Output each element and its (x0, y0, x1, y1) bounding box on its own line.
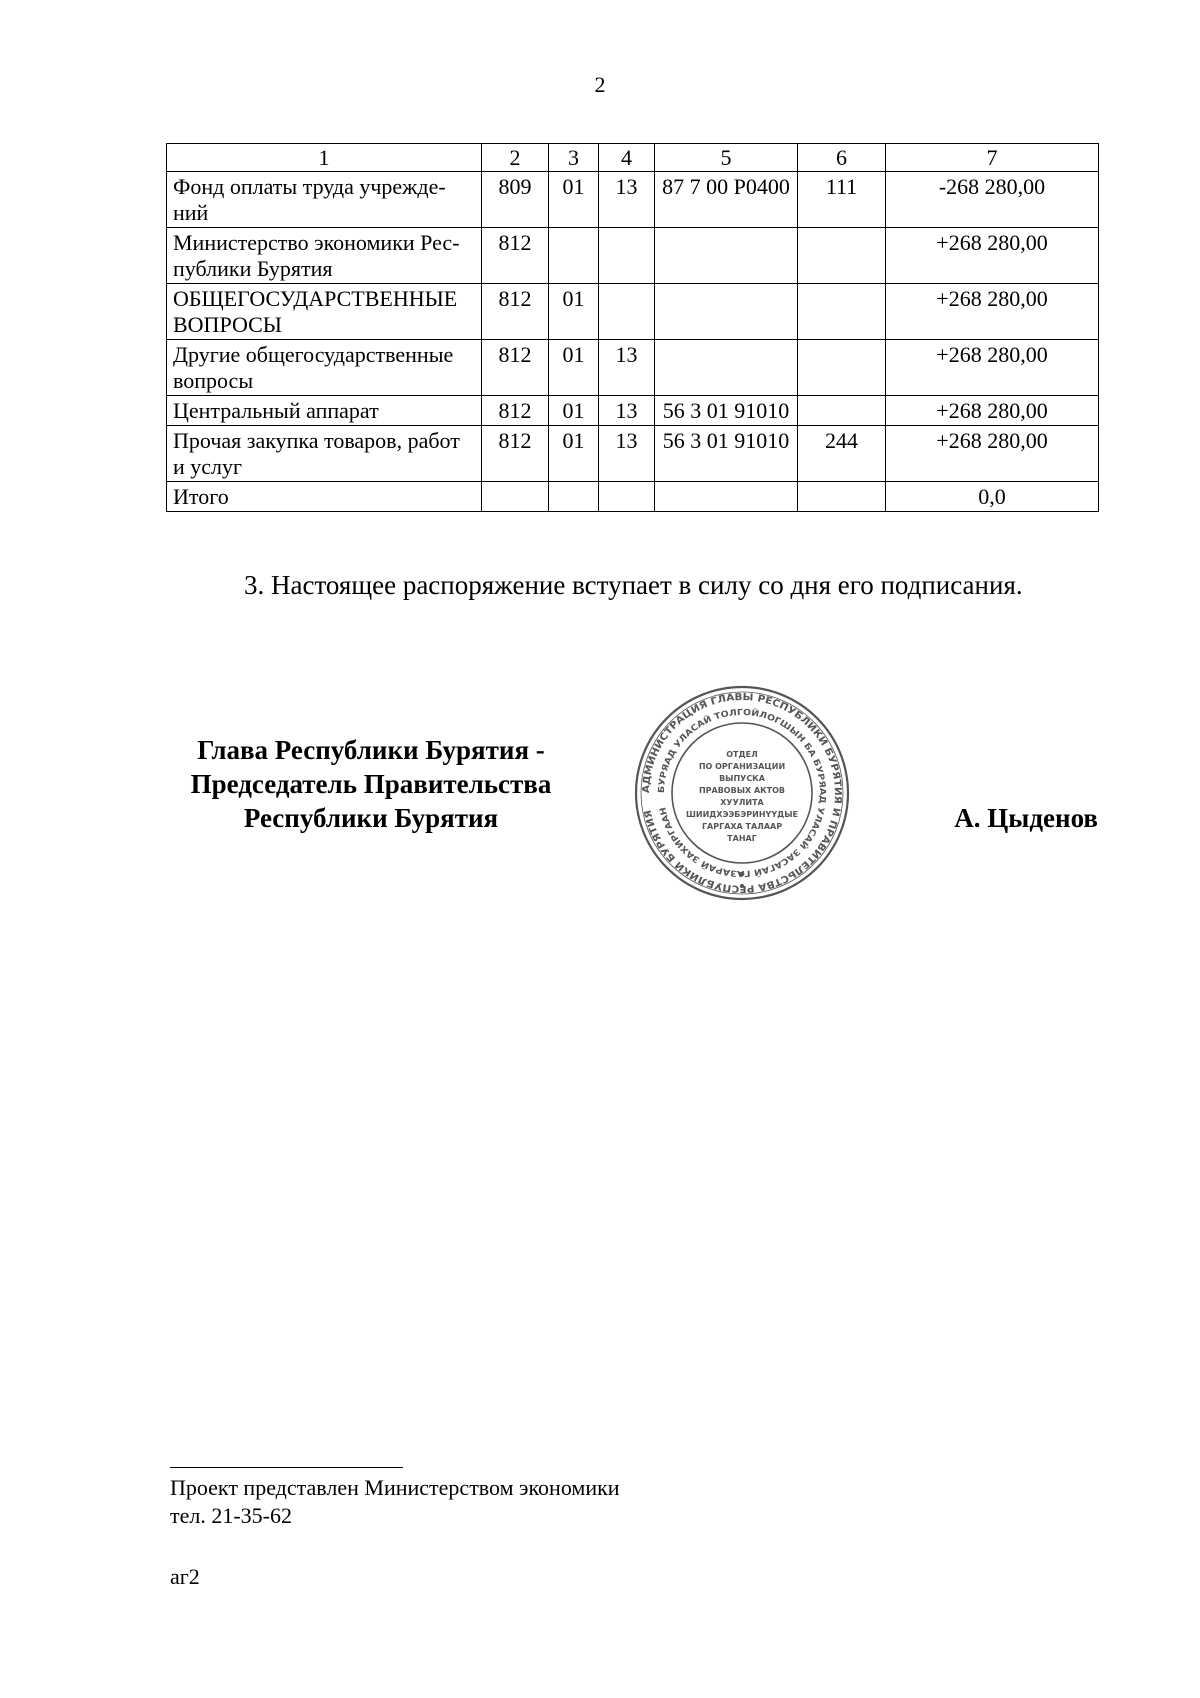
cell-department (482, 482, 549, 512)
cell-target-article: 87 7 00 P0400 (655, 172, 798, 228)
row-name: Другие общегосударственные вопросы (167, 340, 482, 396)
cell-target-article (655, 284, 798, 340)
cell-amount: +268 280,00 (886, 284, 1099, 340)
seal-star-icon (740, 872, 745, 877)
cell-expense-type (798, 340, 886, 396)
table-row (167, 284, 1099, 340)
column-header: 6 (798, 144, 886, 172)
seal-star-icon (740, 884, 744, 888)
cell-section: 01 (549, 396, 599, 426)
cell-amount: +268 280,00 (886, 340, 1099, 396)
cell-target-article: 56 3 01 91010 (655, 426, 798, 482)
column-header: 7 (886, 144, 1099, 172)
seal-center-line: ХУУЛИТА (720, 798, 764, 807)
cell-amount: -268 280,00 (886, 172, 1099, 228)
cell-subsection: 13 (599, 340, 655, 396)
cell-section: 01 (549, 340, 599, 396)
signer-title-line: Республики Бурятия (243, 803, 499, 833)
cell-subsection (599, 284, 655, 340)
cell-expense-type (798, 482, 886, 512)
cell-target-article (655, 482, 798, 512)
cell-section (549, 228, 599, 284)
seal-center-line: ПРАВОВЫХ АКТОВ (698, 786, 786, 795)
cell-subsection: 13 (599, 396, 655, 426)
row-name: Прочая закупка товаров, работ и услуг (167, 426, 482, 482)
signer-title-line: Глава Республики Бурятия - (197, 735, 545, 765)
cell-target-article (655, 340, 798, 396)
cell-section: 01 (549, 426, 599, 482)
official-seal (632, 683, 852, 903)
signer-title-line: Председатель Правительства (190, 769, 552, 799)
table-total-row (167, 482, 1099, 512)
cell-amount: +268 280,00 (886, 228, 1099, 284)
cell-amount: +268 280,00 (886, 426, 1099, 482)
cell-department: 812 (482, 396, 549, 426)
page-number: 2 (594, 72, 606, 97)
cell-section: 01 (549, 172, 599, 228)
cell-department: 812 (482, 284, 549, 340)
cell-department: 812 (482, 228, 549, 284)
row-name: Фонд оплаты труда учрежде-ний (167, 172, 482, 228)
budget-table (166, 143, 1099, 512)
footer-line: тел. 21-35-62 (170, 1503, 293, 1528)
cell-department: 809 (482, 172, 549, 228)
document-code: аг2 (170, 1564, 200, 1589)
table-row (167, 228, 1099, 284)
seal-center-line: ГАРГАХА ТАЛААР (701, 822, 783, 831)
cell-expense-type (798, 396, 886, 426)
cell-expense-type: 244 (798, 426, 886, 482)
cell-section: 01 (549, 284, 599, 340)
row-name: Центральный аппарат (167, 396, 482, 426)
cell-amount: +268 280,00 (886, 396, 1099, 426)
cell-subsection (599, 482, 655, 512)
column-header: 2 (482, 144, 549, 172)
seal-center-line: ТАНАГ (727, 834, 757, 843)
cell-expense-type (798, 284, 886, 340)
seal-center-line: ПО ОРГАНИЗАЦИИ (698, 762, 786, 771)
column-header: 1 (167, 144, 482, 172)
footer-divider (170, 1467, 403, 1468)
cell-expense-type (798, 228, 886, 284)
table-row (167, 172, 1099, 228)
column-header: 4 (599, 144, 655, 172)
cell-target-article: 56 3 01 91010 (655, 396, 798, 426)
cell-subsection: 13 (599, 172, 655, 228)
table-row (167, 426, 1099, 482)
column-header: 5 (655, 144, 798, 172)
footer-note (170, 1474, 620, 1530)
footer-line: Проект представлен Министерством экономики (170, 1475, 620, 1500)
cell-department: 812 (482, 426, 549, 482)
signer-title (166, 733, 576, 835)
cell-subsection (599, 228, 655, 284)
seal-center-line: ВЫПУСКА (719, 774, 765, 783)
row-name: Итого (167, 482, 482, 512)
cell-section (549, 482, 599, 512)
table-header-row (167, 144, 1099, 172)
row-name: ОБЩЕГОСУДАРСТВЕННЫЕ ВОПРОСЫ (167, 284, 482, 340)
cell-department: 812 (482, 340, 549, 396)
cell-expense-type: 111 (798, 172, 886, 228)
cell-subsection: 13 (599, 426, 655, 482)
cell-amount: 0,0 (886, 482, 1099, 512)
seal-center-line: ШИИДХЭЭБЭРИНҮҮДЫЕ (686, 810, 798, 819)
cell-target-article (655, 228, 798, 284)
row-name: Министерство экономики Рес-публики Бурятия (167, 228, 482, 284)
table-row (167, 396, 1099, 426)
table-row (167, 340, 1099, 396)
seal-inner-ring-text: БУРЯАД УЛАСАЙ ТОЛГОЙЛОГШЫН БА БУРЯАД УЛАСАЙ ЗАСАГАЙ Г ЗАРАЙ ЗАХИРГААН (655, 706, 829, 879)
clause-text: 3. Настоящее распоряжение вступает в силу со дня его подписания. (244, 570, 1023, 600)
signee-name: А. Цыденов (954, 803, 1098, 833)
seal-center-line: ОТДЕЛ (726, 750, 758, 759)
column-header: 3 (549, 144, 599, 172)
seal-outer-ring-text: АДМИНИСТРАЦИЯ ГЛАВЫ РЕСПУБЛИКИ БУРЯТИЯ И ПРАВИТЕЛЬСТВА РЕСПУБЛИКИ БУРЯТИЯ (640, 691, 844, 895)
